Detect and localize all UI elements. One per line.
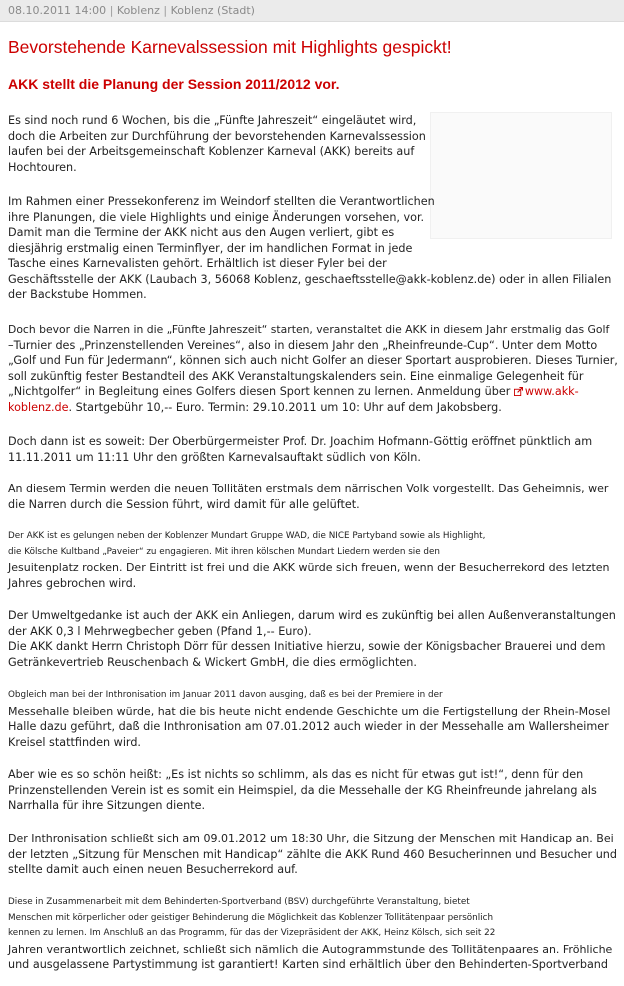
article-paragraph: Diese in Zusammenarbeit mit dem Behinderten-Sportverband (BSV) durchgeführte Veranstaltung, bietet Menschen mit körperlicher oder geistiger Behinderung die Möglichkeit das Koblenzer Tollitätenpaar persönlich kennen zu lernen. Im Anschluß an das Programm, für das der Vizepräsident der AKK, Heinz Kölsch, sich seit 22 Jahren verantwortlich zeichnet, schließt sich nämlich die Autogrammstunde des Tollitätenpaares an. Fröhliche und ausgelassene Partystimmung ist garantiert! Karten sind erhältlich über den Behinderten-Sportverband: [8, 897, 613, 971]
article-paragraph: An diesem Termin werden die neuen Tollitäten erstmals dem närrischen Volk vorgestellt. Das Geheimnis, wer die Narren durch die Session führt, wird damit für alle gelüftet.: [8, 482, 609, 511]
article-paragraph: Der Inthronisation schließt sich am 09.01.2012 um 18:30 Uhr, die Sitzung der Menschen mit Handicap an. Bei der letzten „Sitzung für Menschen mit Handicap“ zählte die AKK Rund 460 Besucherinnen und Besucher und stellte damit auch einen neuen Besucherrekord auf.: [8, 832, 617, 876]
article-paragraph: Es sind noch rund 6 Wochen, bis die „Fünfte Jahreszeit“ eingeläutet wird, doch die Arbeiten zur Durchführung der bevorstehenden Karnevalssession laufen bei der Arbeitsgemeinschaft Koblenzer Karneval (AKK) bereits auf Hochtouren.: [8, 114, 426, 174]
article-region: Koblenz (Stadt): [170, 4, 255, 17]
article-date: 08.10.2011 14:00: [8, 4, 107, 17]
article-meta-bar: [0, 0, 624, 22]
article-paragraph: Der Umweltgedanke ist auch der AKK ein Anliegen, darum wird es zukünftig bei allen Außenveranstaltungen der AKK 0,3 l Mehrwegbecher geben (Pfand 1,-- Euro). Die AKK dankt Herrn Christoph Dörr für dessen Initiative hierzu, sowie der Königsbacher Brauerei und dem Getränkevertrieb Reuschenbach & Wickert GmbH, die dies ermöglichten.: [8, 609, 616, 669]
article-headline: Bevorstehende Karnevalssession mit Highlights gespickt!: [8, 37, 452, 57]
article-paragraph: Doch bevor die Narren in die „Fünfte Jahreszeit“ starten, veranstaltet die AKK in diesem Jahr erstmalig das Golf –Turnier des „Prinzenstellenden Vereines“, also in diesem Jahr den „Rheinfreunde-Cup“. Unter dem Motto „Golf und Fun für Jedermann“, können sich auch nicht Golfer an dieser Sportart ausprobieren. Dieses Turnier, soll zukünftig fester Bestandteil des AKK Veranstaltungskalenders sein. Eine einmalige Gelegenheit für „Nichtgolfer“ in Begleitung eines Golfers diesen Sport kennen zu lernen. Anmeldung über www.akk- koblenz.de. Startgebühr 10,-- Euro. Termin: 29.10.2011 um 10: Uhr auf dem Jakobsberg.: [8, 323, 618, 414]
article-paragraph: Doch dann ist es soweit: Der Oberbürgermeister Prof. Dr. Joachim Hofmann-Göttig eröffnet pünktlich am 11.11.2011 um 11:11 Uhr den größten Karnevalsauftakt südlich von Köln.: [8, 435, 593, 464]
akk-koblenz-link[interactable]: www.akk-: [524, 385, 579, 398]
article-subheadline: AKK stellt die Planung der Session 2011/2012 vor.: [8, 76, 340, 92]
article-location: Koblenz: [116, 4, 160, 17]
meta-separator: |: [163, 4, 168, 17]
article-paragraph: Im Rahmen einer Pressekonferenz im Weindorf stellten die Verantwortlichen ihre Planungen, die viele Highlights und einige Änderungen vorsehen, vor. Damit man die Termine der AKK nicht aus den Augen verliert, gibt es diesjährig erstmalig einen Terminflyer, der im handlichen Format in jede Tasche eines Karnevalisten gehört. Erhältlich ist dieser Fyler bei der Geschäftsstelle der AKK (Laubach 3, 56068 Koblenz, geschaeftsstelle@akk-koblenz.de) oder in allen Filialen der Backstube Hommen.: [8, 195, 612, 301]
article-paragraph: Obgleich man bei der Inthronisation im Januar 2011 davon ausging, daß es bei der Premiere in der Messehalle bleiben würde, hat die bis heute nicht endende Geschichte um die Fertigstellung der Rhein-Mosel Halle dazu geführt, daß die Inthronisation am 07.01.2012 auch wieder in der Messehalle am Wallersheimer Kreisel stattfinden wird.: [8, 690, 611, 749]
external-link-icon: [514, 387, 523, 396]
article-paragraph: Der AKK ist es gelungen neben der Koblenzer Mundart Gruppe WAD, die NICE Partyband sowie als Highlight, die Kölsche Kultband „Paveier“ zu engagieren. Mit ihren kölschen Mundart Liedern werden sie den Jesuitenplatz rocken. Der Eintritt ist frei und die AKK würde sich freuen, wenn der Besucherrekord des letzten Jahres gebrochen wird.: [8, 531, 610, 590]
meta-separator: |: [109, 4, 114, 17]
article-paragraph: Aber wie es so schön heißt: „Es ist nichts so schlimm, als das es nicht für etwas gut ist!“, denn für den Prinzenstellenden Verein ist es somit ein Heimspiel, da die Messehalle der KG Rheinfreunde jahrelang als Narrhalla für ihre Sitzungen diente.: [8, 768, 597, 812]
akk-koblenz-link-continued[interactable]: koblenz.de: [8, 400, 69, 414]
